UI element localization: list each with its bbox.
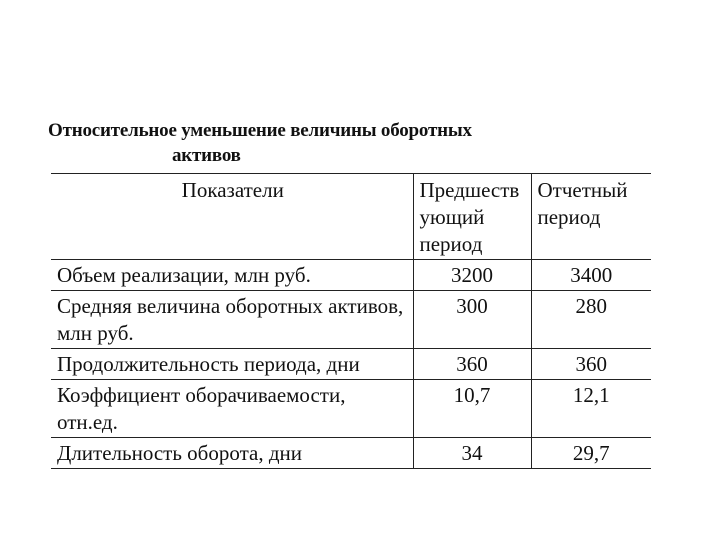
row-current-value: 3400	[531, 260, 651, 291]
row-previous-value: 300	[413, 291, 531, 349]
header-current-line-2: период	[537, 205, 601, 229]
header-previous-period	[413, 174, 531, 260]
header-current-period	[531, 174, 651, 260]
header-previous-line-1: Предшеств	[419, 178, 520, 202]
row-label: Длительность оборота, дни	[51, 438, 413, 469]
title-line-1: Относительное уменьшение величины оборотных	[48, 120, 472, 141]
row-current-value: 280	[531, 291, 651, 349]
row-previous-value: 360	[413, 349, 531, 380]
table-row	[51, 291, 651, 349]
title-line-2: активов	[172, 145, 241, 166]
header-current-line-1: Отчетный	[537, 178, 628, 202]
table-row	[51, 349, 651, 380]
header-previous-line-3: период	[419, 232, 483, 256]
row-previous-value: 10,7	[413, 380, 531, 438]
document-title	[48, 118, 568, 168]
header-indicators: Показатели	[51, 174, 413, 260]
table-row	[51, 260, 651, 291]
row-label: Продолжительность периода, дни	[51, 349, 413, 380]
row-current-value: 360	[531, 349, 651, 380]
table-row	[51, 438, 651, 469]
row-previous-value: 34	[413, 438, 531, 469]
row-current-value: 29,7	[531, 438, 651, 469]
row-label: Объем реализации, млн руб.	[51, 260, 413, 291]
row-previous-value: 3200	[413, 260, 531, 291]
table-header-row	[51, 174, 651, 260]
indicators-table	[51, 173, 651, 469]
header-previous-line-2: ующий	[419, 205, 485, 229]
row-label: Средняя величина оборотных активов, млн руб.	[51, 291, 413, 349]
row-label: Коэффициент оборачиваемости, отн.ед.	[51, 380, 413, 438]
row-current-value: 12,1	[531, 380, 651, 438]
table-row	[51, 380, 651, 438]
